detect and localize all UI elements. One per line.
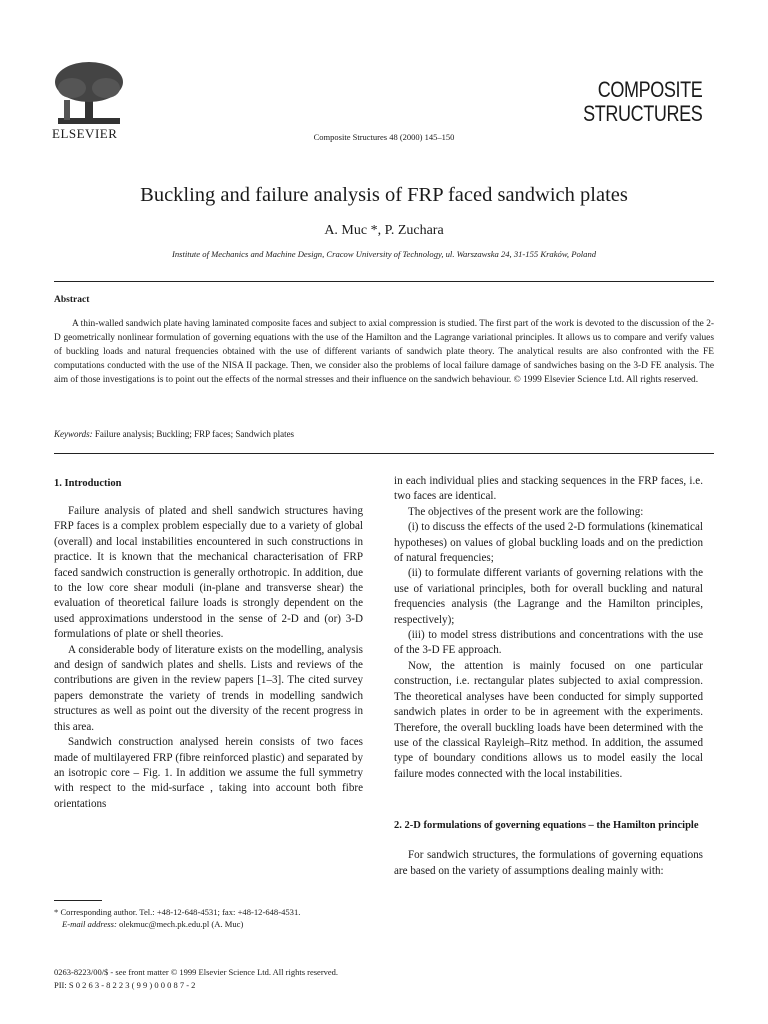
article-title: Buckling and failure analysis of FRP faced sandwich plates <box>140 184 628 206</box>
intro-paragraph-3: Sandwich construction analysed herein consists of two faces made of multilayered FRP (fibre reinforced plastic) and separated by an isotropic core – Fig. 1. In addition we assume the full symmetry with respect to the mid-surface , taking into account both fibre orientations <box>54 736 363 810</box>
footnote-rule <box>54 900 102 901</box>
footnote <box>54 906 363 930</box>
intro-paragraph-2: A considerable body of literature exists on the modelling, analysis and design of sandwich plates and shells. Lists and reviews of the contributions are given in the review papers [1–3]. The cited survey papers demonstrate the variety of trends in modelling sandwich structures as well as point out the diversity of the recent progress in this area. <box>54 643 363 733</box>
right-paragraph-2: Now, the attention is mainly focused on one particular construction, i.e. rectangular plates subjected to axial compression. The theoretical analyses have been conducted for simply supported sandwich plates in order to be in agreement with the experiments. Therefore, the overall buckling loads have been determined with the use of the classical Rayleigh–Ritz method. In addition, the assumed type of boundary conditions allows us to model easily the local failure modes connected with the local instabilities. <box>394 659 703 780</box>
front-matter-info <box>54 966 338 992</box>
section-1-heading: 1. Introduction <box>54 478 122 489</box>
email-address: olekmuc@mech.pk.edu.pl (A. Muc) <box>118 919 244 929</box>
brand-line-1: COMPOSITE <box>597 77 702 102</box>
intro-paragraph-1: Failure analysis of plated and shell sandwich structures having FRP faces is a complex problem especially due to a variety of global (overall) and local instabilities encountered in such constructions in practice. It is known that the mechanical characterisation of FRP faced sandwich construction is generally orthotropic. In addition, due to the low core shear moduli (in-plane and transverse shear) the evaluation of theoretical failure loads is strongly dependent on the used approximations understood in the sense of 2-D and (or) 3-D formulations of plate or shell theories. <box>54 505 363 641</box>
objective-item-3: (iii) to model stress distributions and concentrations with the use of the 3-D FE approach. <box>394 629 703 657</box>
journal-brand <box>583 78 702 126</box>
email-label: E-mail address: <box>62 919 117 929</box>
publisher-name: ELSEVIER <box>52 126 118 141</box>
objective-item-2: (ii) to formulate different variants of governing relations with the use of variational principles, both for overall buckling and natural frequencies analysis (the Lagrange and the Hamilton principles, respectively); <box>394 567 703 626</box>
keywords-list: Failure analysis; Buckling; FRP faces; Sandwich plates <box>94 429 295 439</box>
abstract-heading: Abstract <box>54 295 90 305</box>
right-paragraph-0: in each individual plies and stacking sequences in the FRP faces, i.e. two faces are identical. <box>394 475 703 503</box>
elsevier-tree-icon <box>50 60 128 126</box>
footnote-email-line <box>54 918 363 930</box>
section-2-paragraph: For sandwich structures, the formulations of governing equations are based on the variety of assumptions dealing mainly with: <box>394 849 703 877</box>
pii-line: PII: S 0 2 6 3 - 8 2 2 3 ( 9 9 ) 0 0 0 8 7 - 2 <box>54 980 196 990</box>
footnote-corresponding: * Corresponding author. Tel.: +48-12-648-4531; fax: +48-12-648-4531. <box>54 907 301 917</box>
abstract-top-rule <box>54 281 714 282</box>
copyright-line: 0263-8223/00/$ - see front matter © 1999 Elsevier Science Ltd. All rights reserved. <box>54 967 339 977</box>
section-2-heading: 2. 2-D formulations of governing equations – the Hamilton principle <box>394 820 699 832</box>
article-authors: A. Muc *, P. Zuchara <box>324 223 444 238</box>
author-affiliation: Institute of Mechanics and Machine Design, Cracow University of Technology, ul. Warszawska 24, 31-155 Kraków, Poland <box>171 249 597 259</box>
brand-line-2: STRUCTURES <box>582 101 702 126</box>
left-column <box>54 478 363 812</box>
objectives-intro: The objectives of the present work are the following: <box>408 505 644 518</box>
journal-reference: Composite Structures 48 (2000) 145–150 <box>313 132 455 142</box>
right-column <box>394 474 703 879</box>
objective-item-1: (i) to discuss the effects of the used 2-D formulations (kinematical hypotheses) on values of global buckling loads and on the prediction of natural frequencies; <box>394 521 703 565</box>
abstract-text: A thin-walled sandwich plate having laminated composite faces and subject to axial compression is studied. The first part of the work is devoted to the discussion of the 2-D geometrically nonlinear formulation of governing equations with the use of the Hamilton and the Lagrange variational principles. It allows us to compare and verify values of buckling loads and natural frequencies obtained with the use of different variants of sandwich plate theory. The analytical results are also confronted with the FE computations conducted with the use of the NISA II package. Then, we consider also the problems of local failure damage of sandwiches basing on the 3-D FE analysis. The aim of those investigations is to point out the effects of the normal stresses and their influence on the sandwich behaviour. © 1999 Elsevier Science Ltd. All rights reserved. <box>54 319 714 385</box>
keywords-label: Keywords: <box>54 429 93 439</box>
abstract-bottom-rule <box>54 453 714 454</box>
keywords-line <box>54 429 294 439</box>
